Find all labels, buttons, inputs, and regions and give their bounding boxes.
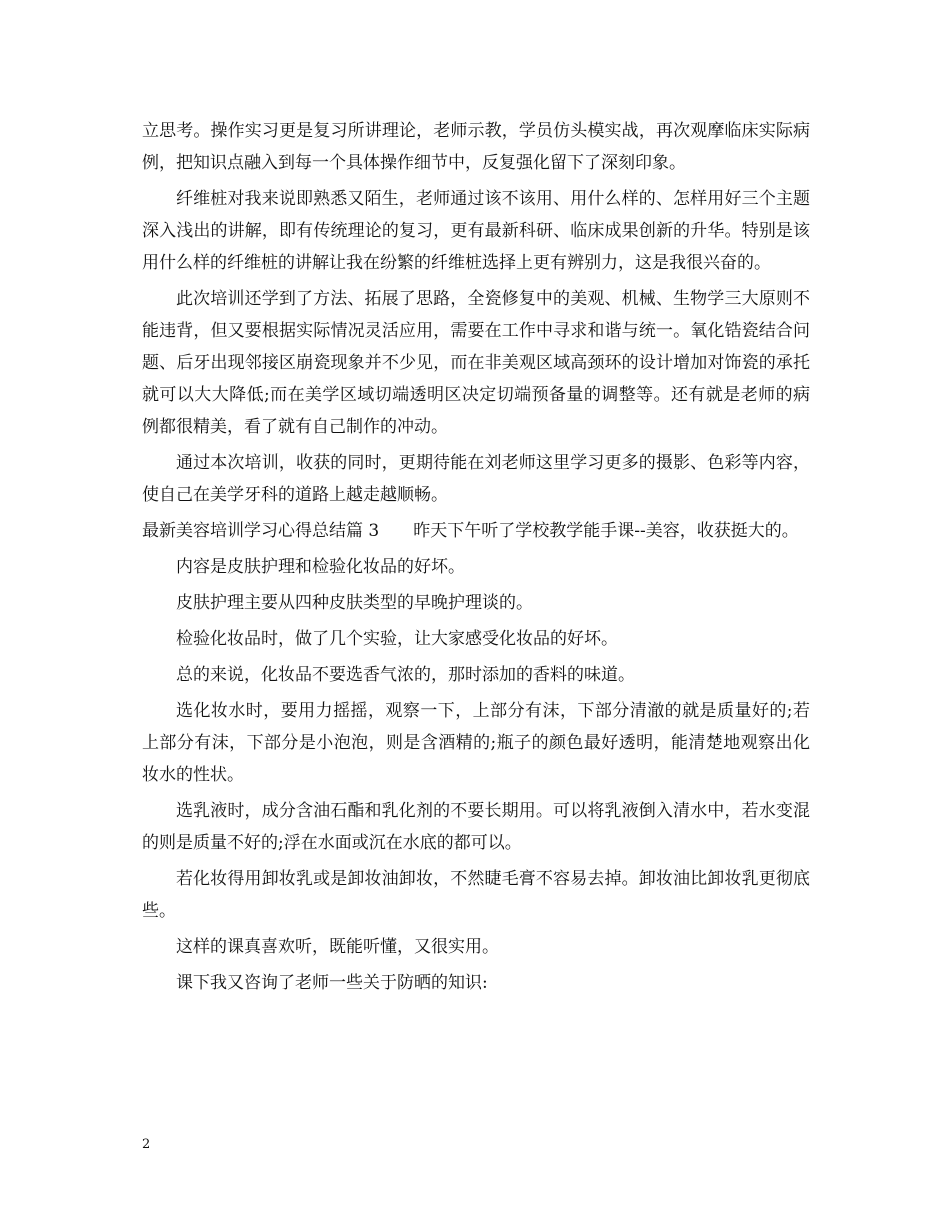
section-heading-paragraph: 最新美容培训学习心得总结篇 3 昨天下午听了学校教学能手课--美容，收获挺大的。 (142, 521, 799, 541)
paragraph: 这样的课真喜欢听，既能听懂，又很实用。 (176, 937, 499, 957)
paragraph: 内容是皮肤护理和检验化妆品的好坏。 (176, 557, 465, 577)
paragraph: 通过本次培训，收获的同时，更期待能在刘老师这里学习更多的摄影、色彩等内容，使自己在美学牙科的道路上越走越顺畅。 (142, 453, 810, 505)
paragraph: 选乳液时，成分含油石酯和乳化剂的不要长期用。可以将乳液倒入清水中，若水变混的则是质量不好的;浮在水面或沉在水底的都可以。 (142, 801, 810, 853)
paragraph: 此次培训还学到了方法、拓展了思路，全瓷修复中的美观、机械、生物学三大原则不能违背，但又要根据实际情况灵活应用，需要在工作中寻求和谐与统一。氧化锆瓷结合问题、后牙出现邻接区崩瓷现象并不少见，而在非美观区域高颈环的设计增加对饰瓷的承托就可以大大降低;而在美学区域切端透明区决定切端预备量的调整等。还有就是老师的病例都很精美，看了就有自己制作的冲动。 (142, 289, 810, 437)
document-body (142, 115, 810, 1003)
paragraph: 检验化妆品时，做了几个实验，让大家感受化妆品的好坏。 (176, 629, 618, 649)
paragraph: 总的来说，化妆品不要选香气浓的，那时添加的香料的味道。 (176, 665, 635, 685)
page-number: 2 (142, 1137, 151, 1152)
paragraph: 课下我又咨询了老师一些关于防晒的知识: (176, 973, 488, 993)
paragraph: 纤维桩对我来说即熟悉又陌生，老师通过该不该用、用什么样的、怎样用好三个主题深入浅出的讲解，即有传统理论的复习，更有最新科研、临床成果创新的升华。特别是该用什么样的纤维桩的讲解让我在纷繁的纤维桩选择上更有辨别力，这是我很兴奋的。 (142, 189, 810, 273)
paragraph: 立思考。操作实习更是复习所讲理论，老师示教，学员仿头模实战，再次观摩临床实际病例，把知识点融入到每一个具体操作细节中，反复强化留下了深刻印象。 (142, 121, 810, 173)
paragraph: 皮肤护理主要从四种皮肤类型的早晚护理谈的。 (176, 593, 533, 613)
paragraph: 选化妆水时，要用力摇摇，观察一下，上部分有沫，下部分清澈的就是质量好的;若上部分有沫，下部分是小泡泡，则是含酒精的;瓶子的颜色最好透明，能清楚地观察出化妆水的性状。 (142, 701, 810, 785)
paragraph: 若化妆得用卸妆乳或是卸妆油卸妆，不然睫毛膏不容易去掉。卸妆油比卸妆乳更彻底些。 (142, 869, 810, 921)
